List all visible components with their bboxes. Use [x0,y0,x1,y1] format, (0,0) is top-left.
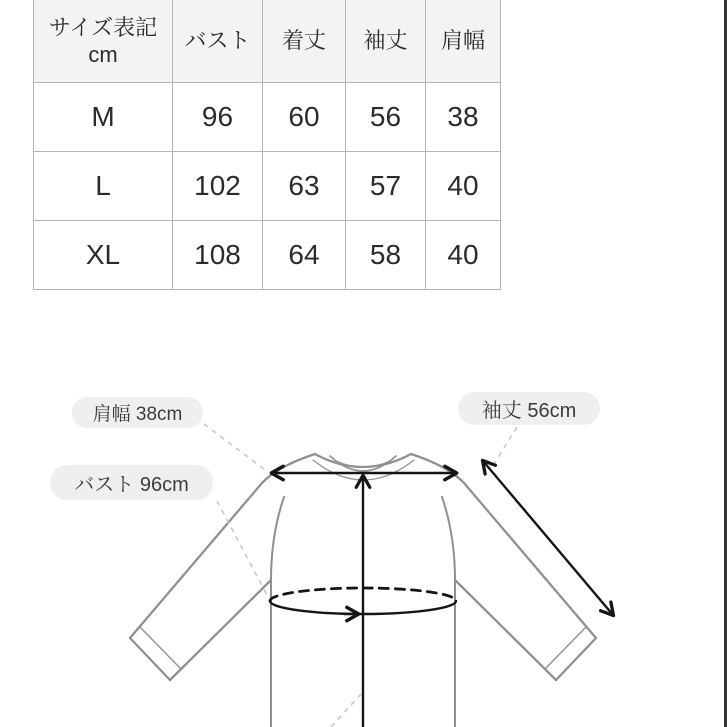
header-length: 着丈 [263,0,346,83]
length-label-leader [331,694,361,727]
row-l-bust: 102 [173,152,263,221]
row-l-sleeve: 57 [346,152,426,221]
header-size-notation-line1: サイズ表記 [48,14,158,40]
header-size-notation-line2: cm [88,42,118,67]
header-sleeve: 袖丈 [346,0,426,83]
row-m-bust: 96 [173,83,263,152]
row-xl-length: 64 [263,221,346,290]
bust-label-leader [217,501,267,595]
sleeve-label-leader [491,427,517,469]
shoulder-label-leader [204,424,264,469]
shoulder-width-label: 肩幅 38cm [72,397,203,428]
right-cuff-end [556,638,596,680]
header-shoulder: 肩幅 [426,0,501,83]
row-xl-bust: 108 [173,221,263,290]
sleeve-length-arrow [483,461,613,615]
left-cuff-end [130,638,170,680]
row-m-size: M [34,83,173,152]
bust-label: バスト 96cm [50,465,213,500]
row-m-shoulder: 38 [426,83,501,152]
right-cuff-seam [546,627,586,668]
right-sleeve-inner-edge [455,580,556,680]
sleeve-length-label: 袖丈 56cm [458,392,600,425]
measurement-marks [270,461,613,727]
body-left-side [271,497,284,727]
left-cuff-seam [140,627,180,668]
row-xl-size: XL [34,221,173,290]
row-l-shoulder: 40 [426,152,501,221]
row-xl-shoulder: 40 [426,221,501,290]
left-sleeve-inner-edge [170,580,271,680]
collar-inner-band [330,456,396,471]
row-l-size: L [34,152,173,221]
body-right-side [442,497,455,727]
label-leader-lines [204,424,517,727]
row-l-length: 63 [263,152,346,221]
header-bust: バスト [173,0,263,83]
row-m-sleeve: 56 [346,83,426,152]
row-xl-sleeve: 58 [346,221,426,290]
row-m-length: 60 [263,83,346,152]
